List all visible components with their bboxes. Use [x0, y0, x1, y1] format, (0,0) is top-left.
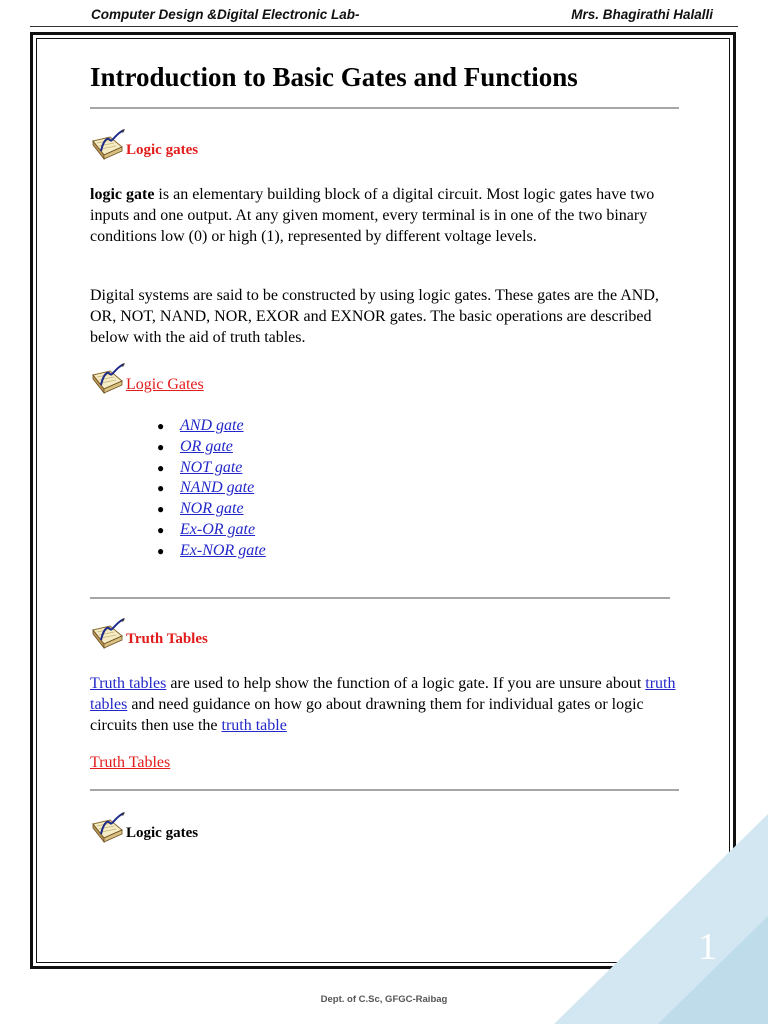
nor-gate-link[interactable]: NOR gate [180, 500, 244, 518]
not-gate-link[interactable]: NOT gate [180, 458, 243, 476]
pencil-notepad-icon [90, 617, 126, 651]
truth-tables-link-1[interactable]: Truth tables [90, 675, 167, 692]
header-rule [30, 26, 738, 27]
header-right: Mrs. Bhagirathi Halalli [571, 7, 713, 22]
ex-nor-gate-link[interactable]: Ex-NOR gate [180, 541, 266, 559]
page-title: Introduction to Basic Gates and Functions [90, 62, 578, 92]
pencil-notepad-icon [90, 811, 126, 845]
divider [90, 107, 679, 109]
intro-text: is an elementary building block of a digital circuit. Most logic gates have two inputs and one output. At any given moment, every terminal is in one of the two binary conditions low (0) or high (1), represented by different voltage levels. [90, 186, 655, 245]
header-left: Computer Design &Digital Electronic Lab- [91, 7, 360, 22]
systems-paragraph: Digital systems are said to be constructed by using logic gates. These gates are the AND, OR, NOT, NAND, NOR, EXOR and EXNOR gates. The basic operations are described below with the aid of truth tables. [90, 287, 659, 346]
pencil-notepad-icon [90, 128, 126, 162]
page-number: 1 [698, 926, 717, 968]
truth-paragraph: Truth tables are used to help show the function of a logic gate. If you are unsure about truth tables and need guidance on how go about drawning them for individual gates or logic circuits then use the truth table [90, 675, 676, 734]
heading-truth-tables: Truth Tables [126, 631, 208, 647]
intro-term: logic gate [90, 186, 155, 203]
logic-gates-link[interactable]: Logic Gates [126, 376, 204, 393]
pencil-notepad-icon [90, 362, 126, 396]
truth-tables-link-2[interactable]: truth tables [90, 675, 676, 713]
footer: Dept. of C.Sc, GFGC-Raibag [320, 994, 448, 1005]
divider [90, 789, 679, 791]
truth-tables-link[interactable]: Truth Tables [90, 754, 171, 771]
divider [90, 597, 670, 599]
truth-table-link-3[interactable]: truth table [221, 716, 287, 734]
intro-paragraph [90, 185, 680, 247]
heading-logic-gates-bottom: Logic gates [126, 825, 199, 841]
ex-or-gate-link[interactable]: Ex-OR gate [180, 520, 256, 538]
and-gate-link[interactable]: AND gate [180, 417, 244, 434]
or-gate-link[interactable]: OR gate [180, 437, 233, 455]
nand-gate-link[interactable]: NAND gate [180, 479, 255, 497]
heading-logic-gates: Logic gates [126, 142, 199, 158]
